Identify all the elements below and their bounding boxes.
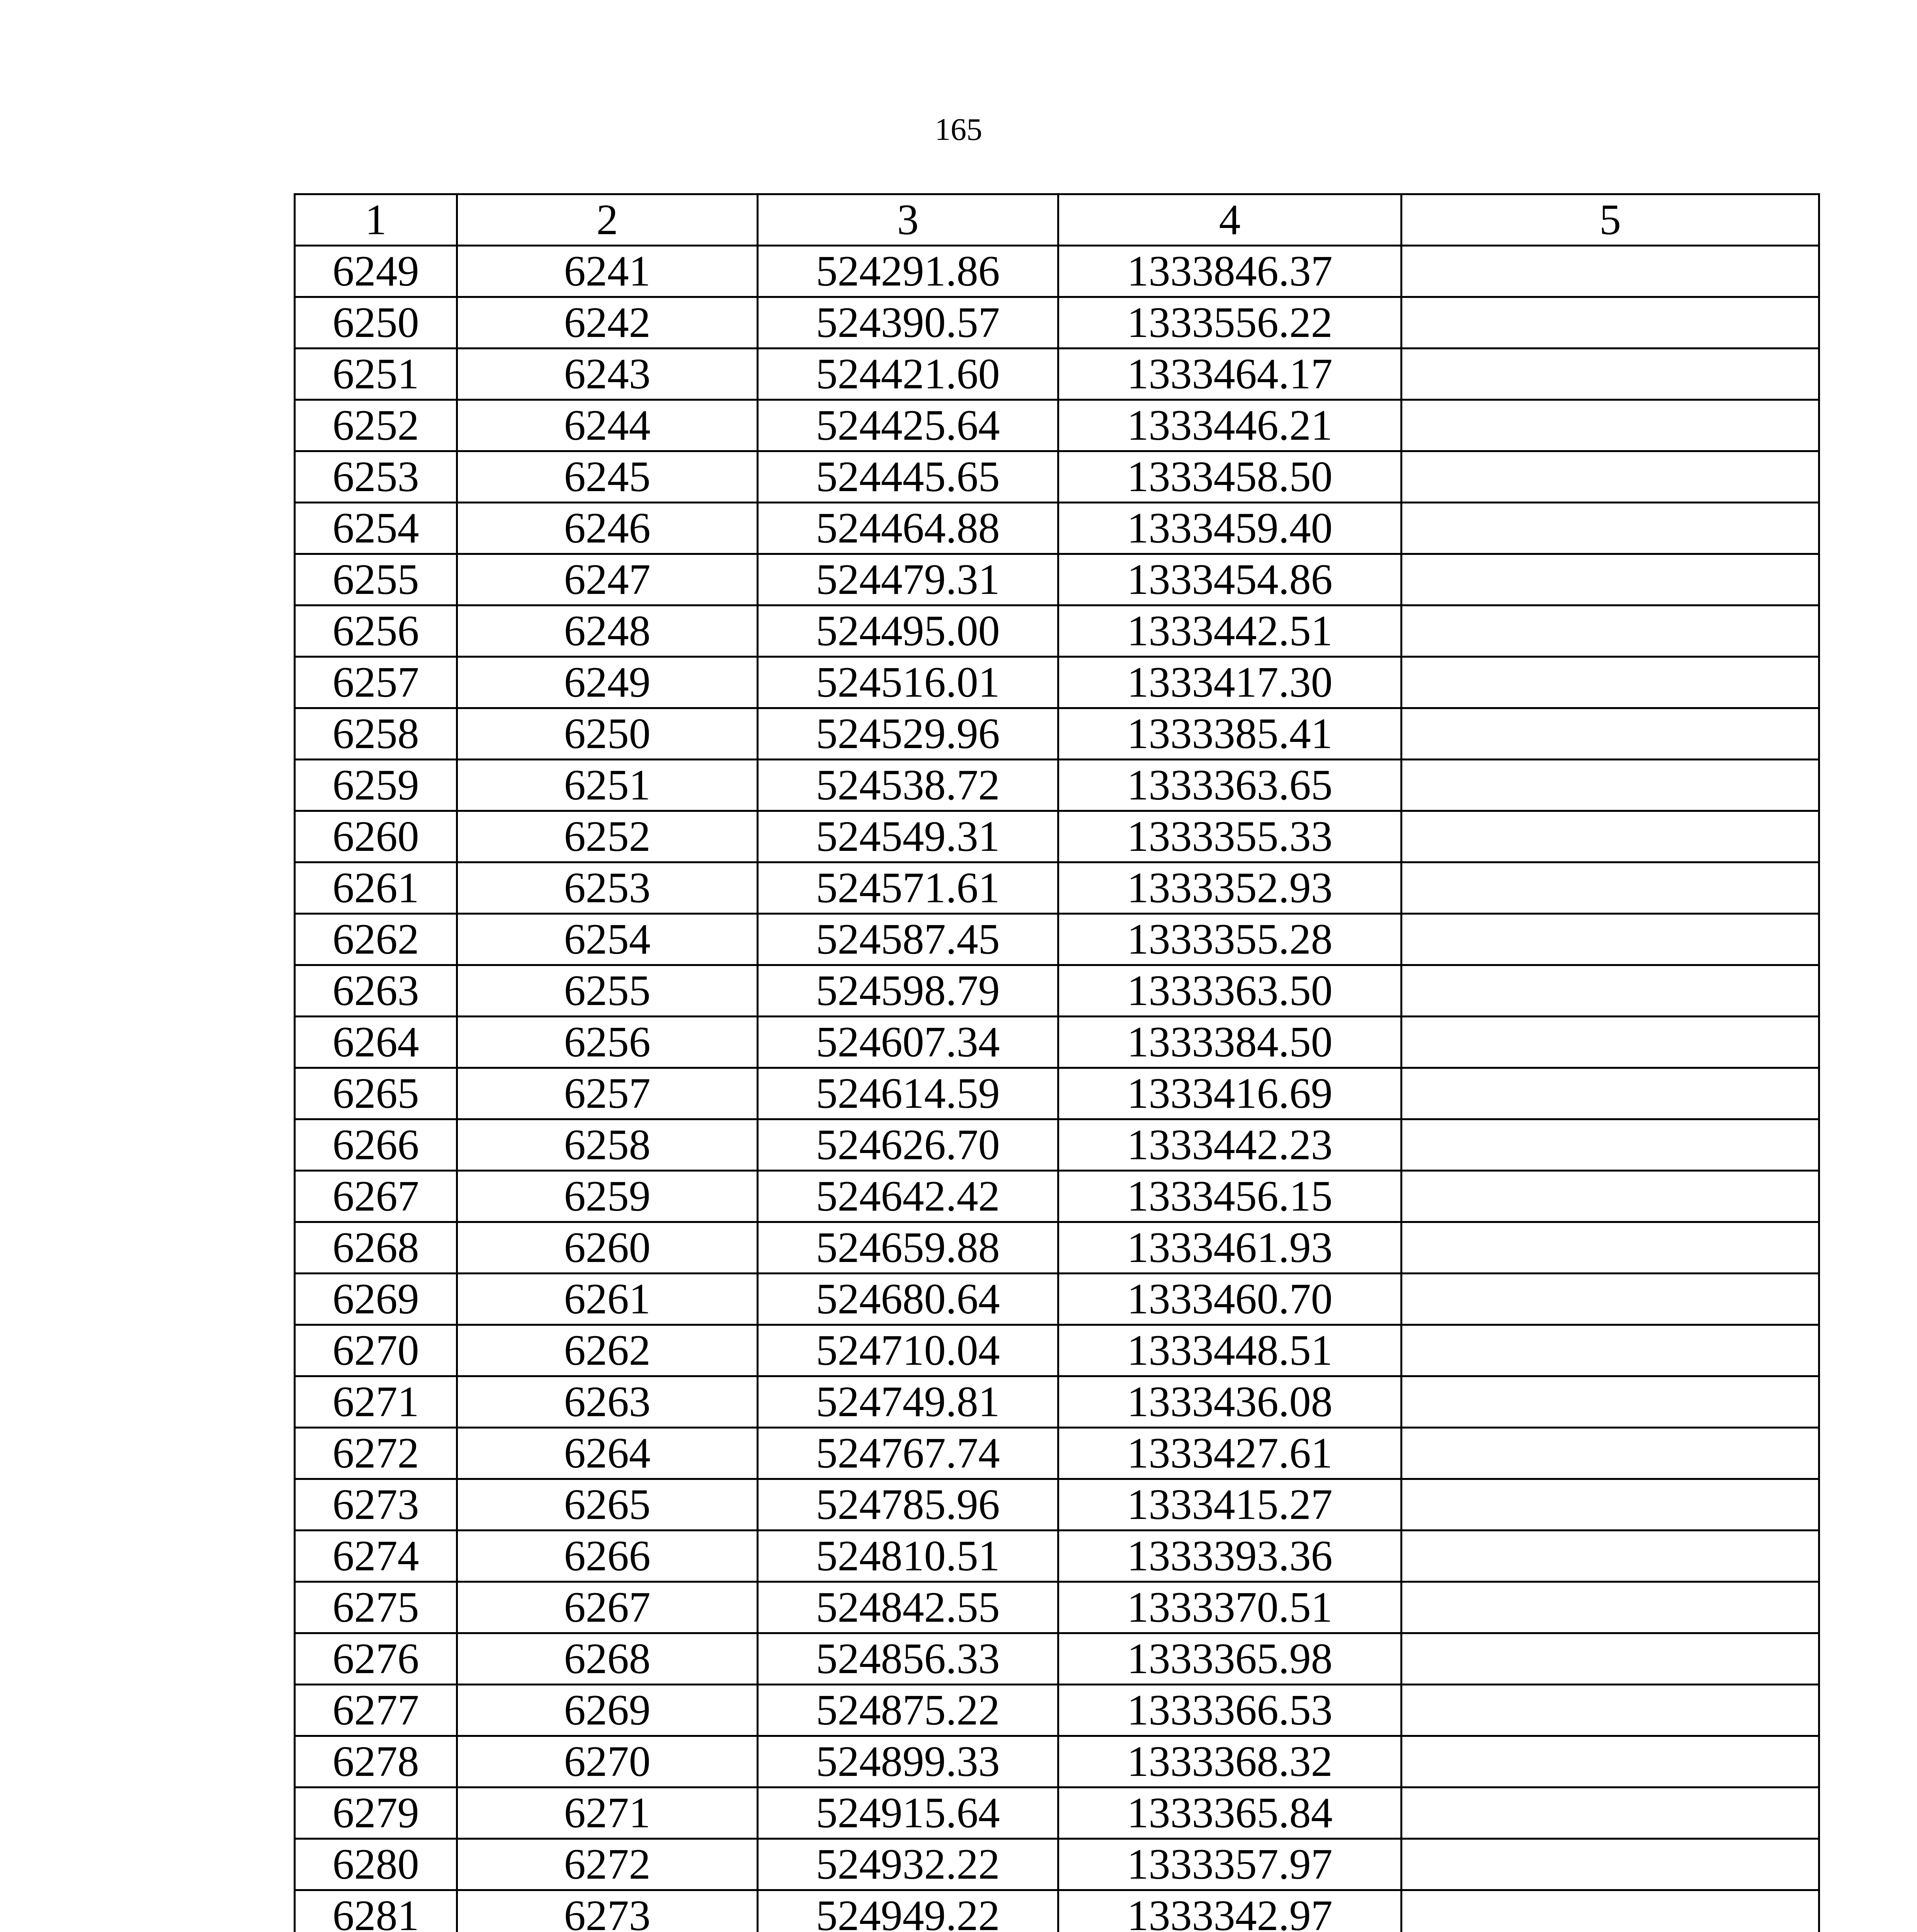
table-cell: 1333415.27 bbox=[1058, 1479, 1402, 1531]
table-cell bbox=[1402, 349, 1819, 400]
table-cell bbox=[1402, 400, 1819, 451]
table-cell: 6262 bbox=[295, 914, 457, 965]
table-cell: 6249 bbox=[295, 246, 457, 297]
header-cell: 4 bbox=[1058, 194, 1402, 246]
table-cell: 524538.72 bbox=[758, 760, 1058, 811]
coordinates-table bbox=[294, 193, 1820, 1932]
table-cell bbox=[1402, 1171, 1819, 1222]
table-cell: 1333370.51 bbox=[1058, 1582, 1402, 1633]
table-cell bbox=[1402, 965, 1819, 1017]
table-row bbox=[295, 708, 1819, 760]
table-cell: 1333448.51 bbox=[1058, 1325, 1402, 1376]
table-row bbox=[295, 349, 1819, 400]
table-row bbox=[295, 503, 1819, 554]
table-cell: 1333363.65 bbox=[1058, 760, 1402, 811]
table-cell: 6263 bbox=[295, 965, 457, 1017]
table-cell: 1333442.23 bbox=[1058, 1119, 1402, 1171]
table-cell: 6253 bbox=[457, 862, 758, 914]
table-cell: 1333352.93 bbox=[1058, 862, 1402, 914]
table-cell: 6251 bbox=[457, 760, 758, 811]
table-cell: 6273 bbox=[457, 1890, 758, 1932]
table-cell bbox=[1402, 708, 1819, 760]
table-cell: 6270 bbox=[295, 1325, 457, 1376]
table-cell: 524680.64 bbox=[758, 1274, 1058, 1325]
table-cell bbox=[1402, 451, 1819, 503]
table-cell: 524529.96 bbox=[758, 708, 1058, 760]
table-cell: 1333357.97 bbox=[1058, 1839, 1402, 1890]
table-cell: 6269 bbox=[295, 1274, 457, 1325]
table-cell: 6268 bbox=[295, 1222, 457, 1274]
table-cell: 524710.04 bbox=[758, 1325, 1058, 1376]
table-cell: 1333384.50 bbox=[1058, 1017, 1402, 1068]
table-row bbox=[295, 554, 1819, 605]
table-cell: 1333363.50 bbox=[1058, 965, 1402, 1017]
table-cell: 6267 bbox=[295, 1171, 457, 1222]
table-row bbox=[295, 297, 1819, 349]
table-cell: 1333427.61 bbox=[1058, 1428, 1402, 1479]
table-cell: 1333366.53 bbox=[1058, 1685, 1402, 1736]
table-cell: 1333417.30 bbox=[1058, 657, 1402, 708]
table-cell: 1333355.33 bbox=[1058, 811, 1402, 862]
table-cell: 1333454.86 bbox=[1058, 554, 1402, 605]
table-row bbox=[295, 1531, 1819, 1582]
table-cell: 6247 bbox=[457, 554, 758, 605]
table-cell: 524445.65 bbox=[758, 451, 1058, 503]
table-cell: 524915.64 bbox=[758, 1787, 1058, 1839]
table-cell bbox=[1402, 246, 1819, 297]
table-cell: 6281 bbox=[295, 1890, 457, 1932]
table-cell: 6261 bbox=[457, 1274, 758, 1325]
table-cell: 1333458.50 bbox=[1058, 451, 1402, 503]
table-cell bbox=[1402, 1890, 1819, 1932]
table-cell: 524479.31 bbox=[758, 554, 1058, 605]
table-cell: 524549.31 bbox=[758, 811, 1058, 862]
table-cell bbox=[1402, 1325, 1819, 1376]
table-cell: 524607.34 bbox=[758, 1017, 1058, 1068]
table-cell: 6272 bbox=[295, 1428, 457, 1479]
table-cell: 6273 bbox=[295, 1479, 457, 1531]
table-row bbox=[295, 1839, 1819, 1890]
table-cell: 6254 bbox=[457, 914, 758, 965]
table-cell: 6264 bbox=[295, 1017, 457, 1068]
table-cell: 6249 bbox=[457, 657, 758, 708]
table-cell: 6253 bbox=[295, 451, 457, 503]
table-cell: 6264 bbox=[457, 1428, 758, 1479]
table-cell: 6258 bbox=[457, 1119, 758, 1171]
table-cell: 6260 bbox=[295, 811, 457, 862]
table-row bbox=[295, 1890, 1819, 1932]
table-cell: 6256 bbox=[457, 1017, 758, 1068]
table-cell: 524598.79 bbox=[758, 965, 1058, 1017]
table-cell bbox=[1402, 1685, 1819, 1736]
table-row bbox=[295, 1017, 1819, 1068]
table-cell: 1333365.98 bbox=[1058, 1633, 1402, 1685]
table-cell bbox=[1402, 1017, 1819, 1068]
table-cell: 6266 bbox=[457, 1531, 758, 1582]
table-cell: 6252 bbox=[457, 811, 758, 862]
table-row bbox=[295, 657, 1819, 708]
table-cell: 1333446.21 bbox=[1058, 400, 1402, 451]
table-cell bbox=[1402, 1428, 1819, 1479]
table-cell bbox=[1402, 1274, 1819, 1325]
table-body bbox=[295, 246, 1819, 1932]
table-row bbox=[295, 760, 1819, 811]
table-cell: 524464.88 bbox=[758, 503, 1058, 554]
table-cell: 524390.57 bbox=[758, 297, 1058, 349]
table-cell: 6266 bbox=[295, 1119, 457, 1171]
table-cell: 1333416.69 bbox=[1058, 1068, 1402, 1119]
page-number: 165 bbox=[935, 112, 982, 147]
table-cell bbox=[1402, 1787, 1819, 1839]
table-cell: 524659.88 bbox=[758, 1222, 1058, 1274]
table-row bbox=[295, 1325, 1819, 1376]
table-cell bbox=[1402, 1376, 1819, 1428]
table-row bbox=[295, 605, 1819, 657]
table-cell: 524875.22 bbox=[758, 1685, 1058, 1736]
table-cell: 6257 bbox=[457, 1068, 758, 1119]
table-cell bbox=[1402, 1222, 1819, 1274]
table-row bbox=[295, 1479, 1819, 1531]
table-cell: 524767.74 bbox=[758, 1428, 1058, 1479]
table-cell: 524495.00 bbox=[758, 605, 1058, 657]
table-cell: 524932.22 bbox=[758, 1839, 1058, 1890]
table-cell: 6271 bbox=[295, 1376, 457, 1428]
table-cell bbox=[1402, 914, 1819, 965]
table-cell: 6267 bbox=[457, 1582, 758, 1633]
table-row bbox=[295, 811, 1819, 862]
table-cell: 6261 bbox=[295, 862, 457, 914]
table-cell: 1333460.70 bbox=[1058, 1274, 1402, 1325]
table-cell bbox=[1402, 1736, 1819, 1787]
table-cell: 6252 bbox=[295, 400, 457, 451]
table-cell: 6272 bbox=[457, 1839, 758, 1890]
table-cell: 1333464.17 bbox=[1058, 349, 1402, 400]
table-row bbox=[295, 1171, 1819, 1222]
table-row bbox=[295, 1736, 1819, 1787]
table-cell: 6260 bbox=[457, 1222, 758, 1274]
table-cell: 524949.22 bbox=[758, 1890, 1058, 1932]
table-row bbox=[295, 246, 1819, 297]
table-cell: 6243 bbox=[457, 349, 758, 400]
table-cell: 6246 bbox=[457, 503, 758, 554]
header-cell: 2 bbox=[457, 194, 758, 246]
table-cell: 6265 bbox=[457, 1479, 758, 1531]
table-cell: 524425.64 bbox=[758, 400, 1058, 451]
table-cell: 6276 bbox=[295, 1633, 457, 1685]
table-cell bbox=[1402, 1582, 1819, 1633]
table-cell bbox=[1402, 760, 1819, 811]
table-row bbox=[295, 965, 1819, 1017]
table-cell: 6278 bbox=[295, 1736, 457, 1787]
header-cell: 5 bbox=[1402, 194, 1819, 246]
table-cell: 1333456.15 bbox=[1058, 1171, 1402, 1222]
table-cell: 6242 bbox=[457, 297, 758, 349]
table-cell: 6271 bbox=[457, 1787, 758, 1839]
table-cell bbox=[1402, 1531, 1819, 1582]
table-cell bbox=[1402, 503, 1819, 554]
table-cell: 6250 bbox=[457, 708, 758, 760]
table-cell: 6259 bbox=[295, 760, 457, 811]
table-cell: 6274 bbox=[295, 1531, 457, 1582]
table-cell: 1333385.41 bbox=[1058, 708, 1402, 760]
table-cell: 1333368.32 bbox=[1058, 1736, 1402, 1787]
table-row bbox=[295, 1119, 1819, 1171]
table-cell: 1333846.37 bbox=[1058, 246, 1402, 297]
table-cell: 524856.33 bbox=[758, 1633, 1058, 1685]
table-cell bbox=[1402, 1119, 1819, 1171]
table-cell: 1333459.40 bbox=[1058, 503, 1402, 554]
table-cell bbox=[1402, 1479, 1819, 1531]
table-row bbox=[295, 1633, 1819, 1685]
table-cell: 1333442.51 bbox=[1058, 605, 1402, 657]
table-cell bbox=[1402, 1839, 1819, 1890]
table-cell: 6250 bbox=[295, 297, 457, 349]
table-cell: 6265 bbox=[295, 1068, 457, 1119]
table-cell: 6255 bbox=[457, 965, 758, 1017]
table-cell: 6275 bbox=[295, 1582, 457, 1633]
table-cell: 6280 bbox=[295, 1839, 457, 1890]
table-cell bbox=[1402, 554, 1819, 605]
table-cell: 6255 bbox=[295, 554, 457, 605]
table-cell: 524516.01 bbox=[758, 657, 1058, 708]
table-cell: 1333461.93 bbox=[1058, 1222, 1402, 1274]
table-cell: 6254 bbox=[295, 503, 457, 554]
table-cell: 6244 bbox=[457, 400, 758, 451]
table-cell bbox=[1402, 1068, 1819, 1119]
table-cell: 524614.59 bbox=[758, 1068, 1058, 1119]
table-cell: 1333342.97 bbox=[1058, 1890, 1402, 1932]
table-cell: 6263 bbox=[457, 1376, 758, 1428]
table-row bbox=[295, 1582, 1819, 1633]
table-cell: 1333393.36 bbox=[1058, 1531, 1402, 1582]
table-cell: 6245 bbox=[457, 451, 758, 503]
table-cell: 524291.86 bbox=[758, 246, 1058, 297]
table-row bbox=[295, 1376, 1819, 1428]
table-cell: 6262 bbox=[457, 1325, 758, 1376]
table-row bbox=[295, 862, 1819, 914]
table-cell bbox=[1402, 862, 1819, 914]
table-cell: 6256 bbox=[295, 605, 457, 657]
table-cell: 524810.51 bbox=[758, 1531, 1058, 1582]
table-cell: 524749.81 bbox=[758, 1376, 1058, 1428]
table-cell bbox=[1402, 605, 1819, 657]
table-cell: 6241 bbox=[457, 246, 758, 297]
table-row bbox=[295, 451, 1819, 503]
table-row bbox=[295, 1428, 1819, 1479]
table-cell bbox=[1402, 1633, 1819, 1685]
header-row bbox=[295, 194, 1819, 246]
table-cell: 524421.60 bbox=[758, 349, 1058, 400]
table-row bbox=[295, 1274, 1819, 1325]
table-cell bbox=[1402, 657, 1819, 708]
table-cell: 6279 bbox=[295, 1787, 457, 1839]
table-cell: 6269 bbox=[457, 1685, 758, 1736]
table-cell: 6277 bbox=[295, 1685, 457, 1736]
table-cell: 1333436.08 bbox=[1058, 1376, 1402, 1428]
table-cell: 524571.61 bbox=[758, 862, 1058, 914]
table-cell: 524587.45 bbox=[758, 914, 1058, 965]
table-cell: 6258 bbox=[295, 708, 457, 760]
table-cell: 6248 bbox=[457, 605, 758, 657]
header-cell: 1 bbox=[295, 194, 457, 246]
table-cell: 524785.96 bbox=[758, 1479, 1058, 1531]
table-row bbox=[295, 1787, 1819, 1839]
table-cell: 524842.55 bbox=[758, 1582, 1058, 1633]
table-cell: 6259 bbox=[457, 1171, 758, 1222]
table-cell: 524642.42 bbox=[758, 1171, 1058, 1222]
table-cell bbox=[1402, 297, 1819, 349]
table-cell: 6268 bbox=[457, 1633, 758, 1685]
table-cell: 524899.33 bbox=[758, 1736, 1058, 1787]
table-cell: 524626.70 bbox=[758, 1119, 1058, 1171]
table-row bbox=[295, 400, 1819, 451]
header-cell: 3 bbox=[758, 194, 1058, 246]
table-row bbox=[295, 1068, 1819, 1119]
table-row bbox=[295, 914, 1819, 965]
table-cell: 6251 bbox=[295, 349, 457, 400]
table-row bbox=[295, 1685, 1819, 1736]
table-cell bbox=[1402, 811, 1819, 862]
table-cell: 1333556.22 bbox=[1058, 297, 1402, 349]
table-cell: 1333355.28 bbox=[1058, 914, 1402, 965]
table-row bbox=[295, 1222, 1819, 1274]
table-cell: 6270 bbox=[457, 1736, 758, 1787]
table-cell: 1333365.84 bbox=[1058, 1787, 1402, 1839]
table-cell: 6257 bbox=[295, 657, 457, 708]
